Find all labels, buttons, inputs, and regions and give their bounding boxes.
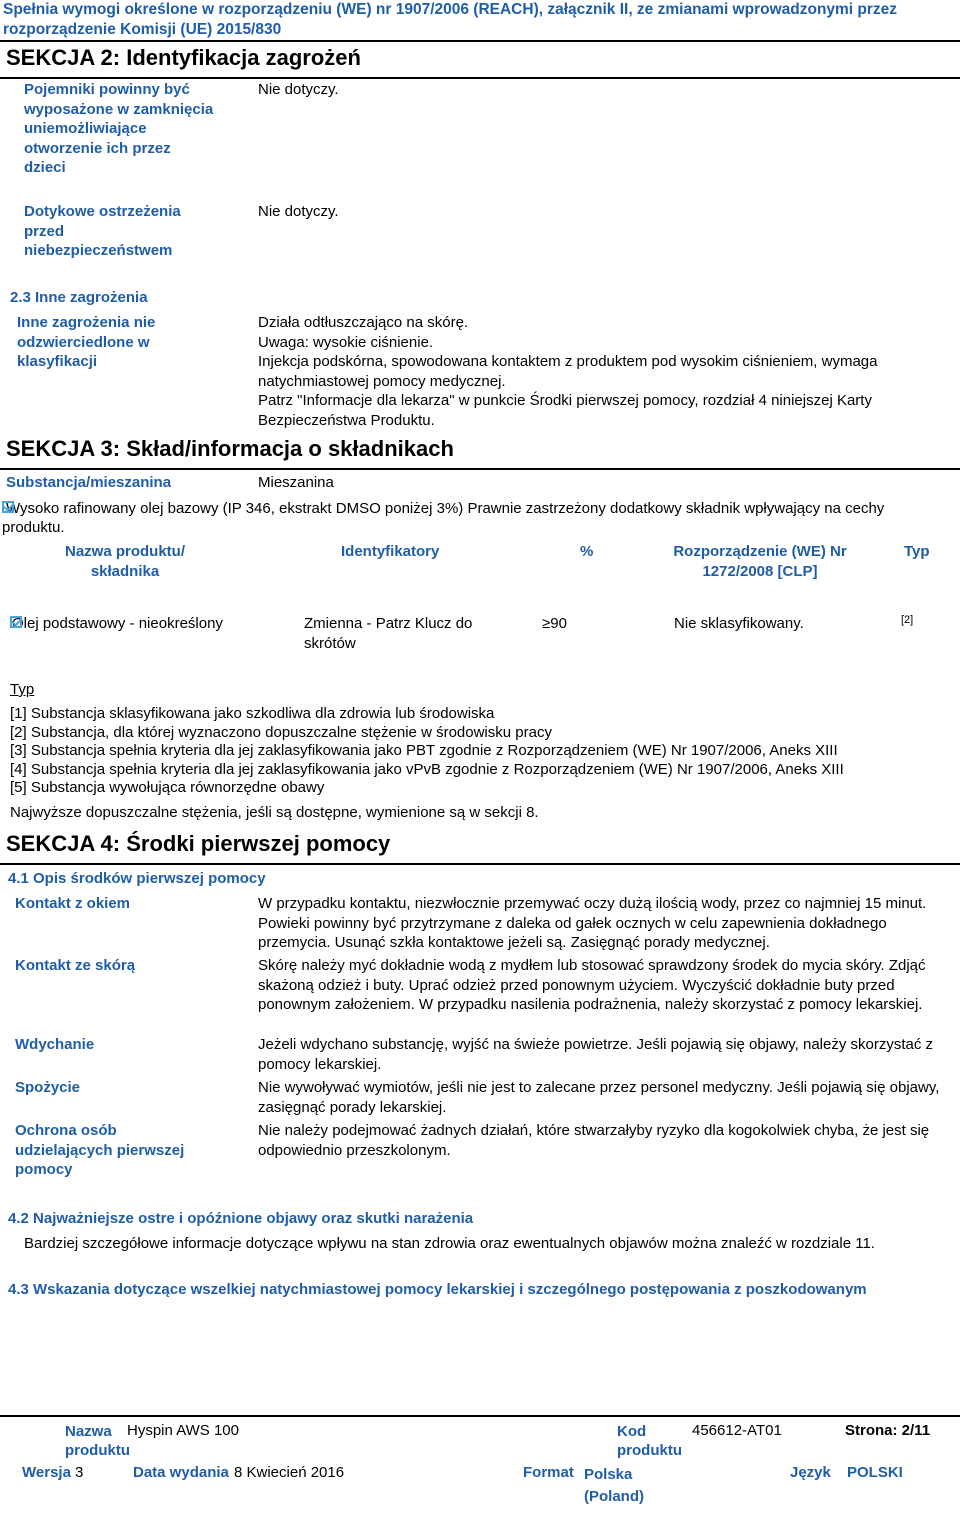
footer-version-value: 3	[75, 1464, 84, 1481]
type-note: [3] Substancja spełnia kryteria dla jej zaklasyfikowania jako PBT zgodnie z Rozporządzeniem (WE) Nr 1907/2006, Aneks XIII	[10, 742, 838, 760]
eye-contact-text: W przypadku kontaktu, niezwłocznie przemywać oczy dużą ilością wody, przez co najmniej 15 minut. Powieki powinny być przytrzymane z daleka od gałek ocznych w celu zapewnienia dokładnego przemycia. Usunąć szkła kontaktowe jeżeli są. Zasięgnąć porady medycznej.	[258, 895, 927, 952]
other-hazards-text	[258, 313, 948, 431]
ingredient-percent: ≥90	[542, 615, 567, 632]
child-closures-label: Pojemniki powinny być wyposażone w zamknięcia uniemożliwiające otworzenie ich przez dzieci	[24, 81, 214, 177]
skin-contact-label: Kontakt ze skórą	[15, 957, 136, 974]
section-4-title: SEKCJA 4: Środki pierwszej pomocy	[6, 831, 391, 856]
eye-contact-label: Kontakt z okiem	[15, 895, 131, 912]
footer-page-number: Strona: 2/11	[845, 1422, 931, 1439]
ingestion-text: Nie wywoływać wymiotów, jeśli nie jest to zalecane przez personel medyczny. Jeśli pojawią się objawy, zasięgnąć porady lekarskiej.	[258, 1079, 940, 1116]
other-hazards-line: Działa odtłuszczająco na skórę.	[258, 314, 469, 331]
ingredient-clp: Nie sklasyfikowany.	[674, 615, 804, 632]
other-hazards-line: Injekcja podskórna, spowodowana kontaktem z produktem pod wysokim ciśnieniem, wymaga natychmiastowej pomocy medycznej.	[258, 353, 878, 390]
composition-description-text: Wysoko rafinowany olej bazowy (IP 346, ekstrakt DMSO poniżej 3%) Prawnie zastrzeżony dodatkowy składnik wpływający na cechy produktu.	[2, 500, 885, 536]
checkbox-icon	[10, 616, 22, 628]
type-note: [2] Substancja, dla której wyznaczono dopuszczalne stężenie w środowisku pracy	[10, 723, 552, 741]
footer-language-label: Język	[790, 1464, 831, 1481]
footer-format-label: Format	[523, 1464, 574, 1481]
ingredient-identifiers: Zmienna - Patrz Klucz do skrótów	[304, 615, 473, 652]
subsection-4-2-text: Bardziej szczegółowe informacje dotyczące wpływu na stan zdrowia oraz ewentualnych objawów można znaleźć w rozdziale 11.	[24, 1235, 875, 1252]
table-row	[10, 614, 223, 634]
header-line-2: rozporządzenie Komisji (UE) 2015/830	[3, 21, 282, 38]
footer-format-value: Polska (Poland)	[584, 1466, 644, 1505]
section-4-divider	[0, 863, 960, 865]
composition-description	[2, 499, 942, 537]
subsection-4-1-title: 4.1 Opis środków pierwszej pomocy	[8, 870, 266, 887]
section-3-divider	[0, 468, 960, 470]
table-header-identifiers: Identyfikatory	[341, 543, 440, 560]
document-header	[3, 0, 959, 40]
other-hazards-line: Uwaga: wysokie ciśnienie.	[258, 333, 434, 351]
subsection-4-3-title: 4.3 Wskazania dotyczące wszelkiej natychmiastowej pomocy lekarskiej i szczególnego postępowania z poszkodowanym	[8, 1281, 867, 1298]
ingestion-label: Spożycie	[15, 1079, 81, 1096]
substance-value: Mieszanina	[258, 474, 334, 491]
footer-version-label: Wersja	[22, 1464, 71, 1481]
substance-label: Substancja/mieszanina	[6, 474, 172, 491]
section-2-title: SEKCJA 2: Identyfikacja zagrożeń	[6, 45, 361, 70]
subsection-2-3-title: 2.3 Inne zagrożenia	[10, 289, 148, 306]
child-closures-value: Nie dotyczy.	[258, 81, 339, 98]
type-note: [5] Substancja wywołująca równorzędne obawy	[10, 779, 325, 797]
type-notes	[10, 705, 950, 798]
footer-language-value: POLSKI	[847, 1464, 903, 1481]
footer-name-label: Nazwa produktu	[65, 1423, 130, 1459]
first-aider-protection-label: Ochrona osób udzielających pierwszej pomocy	[15, 1122, 185, 1179]
type-note: [4] Substancja spełnia kryteria dla jej zaklasyfikowania jako vPvB zgodnie z Rozporządzeniem (WE) Nr 1907/2006, Aneks XIII	[10, 760, 844, 778]
tactile-warnings-label: Dotykowe ostrzeżenia przed niebezpieczeństwem	[24, 203, 181, 260]
exposure-note: Najwyższe dopuszczalne stężenia, jeśli są dostępne, wymienione są w sekcji 8.	[10, 804, 539, 821]
inhalation-text: Jeżeli wdychano substancję, wyjść na świeże powietrze. Jeśli pojawią się objawy, należy skorzystać z pomocy lekarskiej.	[258, 1036, 934, 1073]
footer-date-value: 8 Kwiecień 2016	[234, 1464, 345, 1481]
table-header-clp: Rozporządzenie (WE) Nr 1272/2008 [CLP]	[673, 543, 847, 580]
ingredient-type: [2]	[901, 614, 914, 626]
tactile-warnings-value: Nie dotyczy.	[258, 203, 339, 220]
table-header-type: Typ	[904, 543, 930, 560]
footer-divider	[0, 1415, 960, 1417]
header-divider	[0, 40, 960, 42]
section-2-divider	[0, 77, 960, 79]
footer-date-label: Data wydania	[133, 1464, 229, 1481]
footer-code-value: 456612-AT01	[692, 1422, 782, 1439]
header-line-1: Spełnia wymogi określone w rozporządzeniu (WE) nr 1907/2006 (REACH), załącznik II, ze zmianami wprowadzonymi przez	[3, 1, 898, 18]
first-aider-protection-text: Nie należy podejmować żadnych działań, które stwarzałyby ryzyko dla kogokolwiek chyba, że jest się odpowiednio przeszkolonym.	[258, 1122, 930, 1159]
footer-code-label: Kod produktu	[617, 1423, 682, 1459]
inhalation-label: Wdychanie	[15, 1036, 95, 1053]
subsection-4-2-title: 4.2 Najważniejsze ostre i opóźnione objawy oraz skutki narażenia	[8, 1210, 474, 1227]
type-note: [1] Substancja sklasyfikowana jako szkodliwa dla zdrowia lub środowiska	[10, 705, 495, 722]
table-header-name: Nazwa produktu/ składnika	[64, 543, 185, 580]
other-hazards-label: Inne zagrożenia nie odzwierciedlone w klasyfikacji	[17, 314, 156, 371]
section-3-title: SEKCJA 3: Skład/informacja o składnikach	[6, 436, 454, 461]
checkbox-icon	[2, 501, 14, 513]
footer-name-value: Hyspin AWS 100	[127, 1422, 239, 1439]
table-header-percent: %	[580, 543, 594, 560]
ingredient-name: Olej podstawowy - nieokreślony	[12, 615, 223, 632]
skin-contact-text: Skórę należy myć dokładnie wodą z mydłem lub stosować sprawdzony środek do mycia skóry. Zdjąć skażoną odzież i buty. Uprać odzież przed ponownym użyciem. Wyczyścić dokładnie buty przed ponownym założeniem. W przypadku nasilenia podrażnenia, należy skorzystać z pomocy lekarskiej.	[258, 957, 926, 1014]
other-hazards-line: Patrz "Informacje dla lekarza" w punkcie Środki pierwszej pomocy, rozdział 4 niniejszej Karty Bezpieczeństwa Produktu.	[258, 392, 872, 429]
type-heading: Typ	[10, 681, 35, 698]
